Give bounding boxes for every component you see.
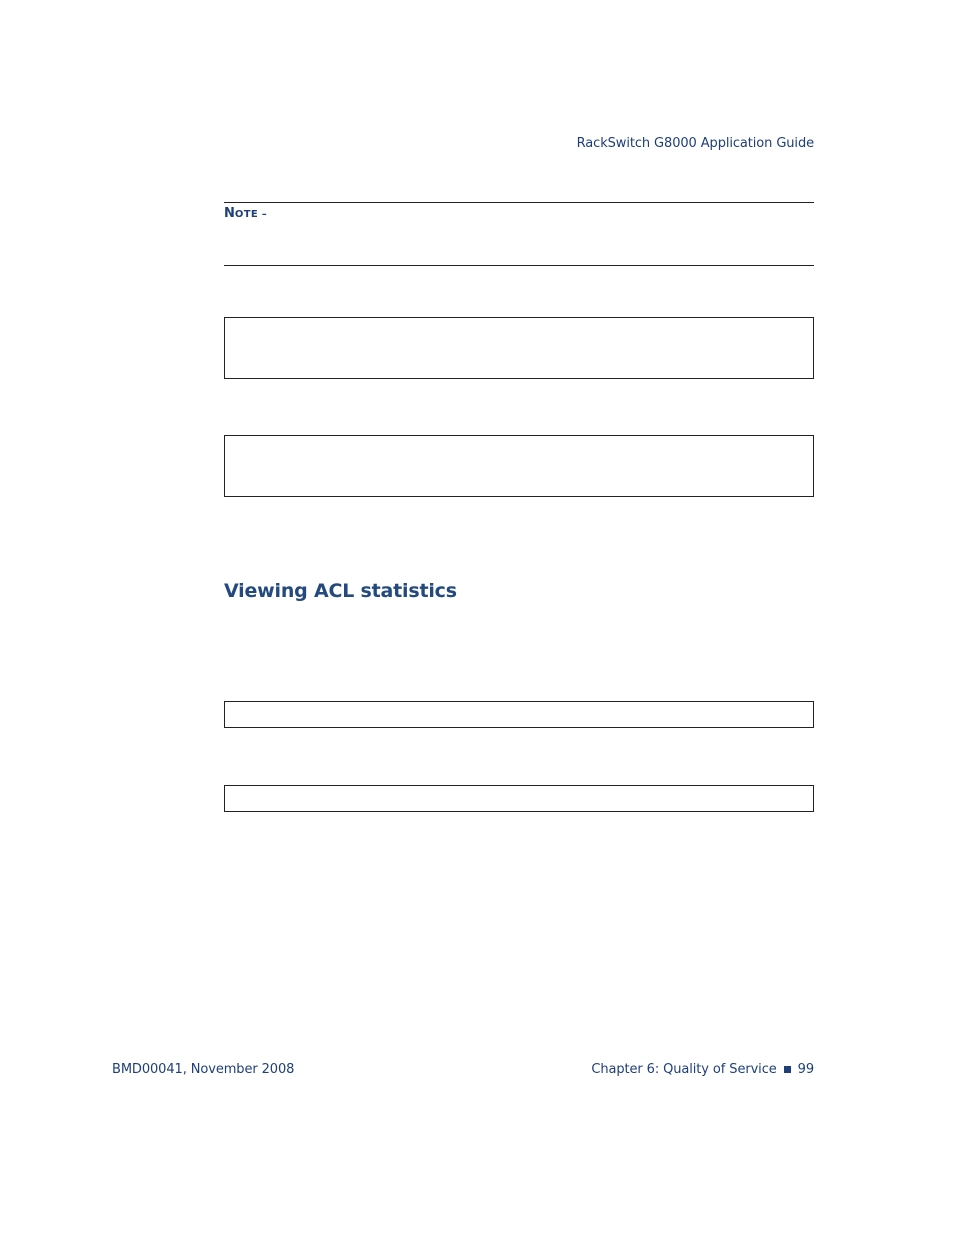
footer-chapter-info [560,1062,814,1077]
running-header: RackSwitch G8000 Application Guide [576,136,814,151]
command-box [224,435,814,497]
page-number: 99 [797,1062,814,1077]
note-bottom-rule [224,265,814,266]
command-box [224,701,814,728]
footer-chapter: Chapter 6: Quality of Service [591,1062,777,1077]
section-heading: Viewing ACL statistics [224,580,457,602]
note-label-rest: OTE – [234,209,268,220]
footer-doc-id: BMD00041, November 2008 [112,1062,295,1077]
note-label-initial: N [224,206,235,221]
note-label [224,206,267,221]
command-box [224,785,814,812]
square-bullet-icon [784,1066,791,1073]
note-top-rule [224,202,814,203]
command-box [224,317,814,379]
